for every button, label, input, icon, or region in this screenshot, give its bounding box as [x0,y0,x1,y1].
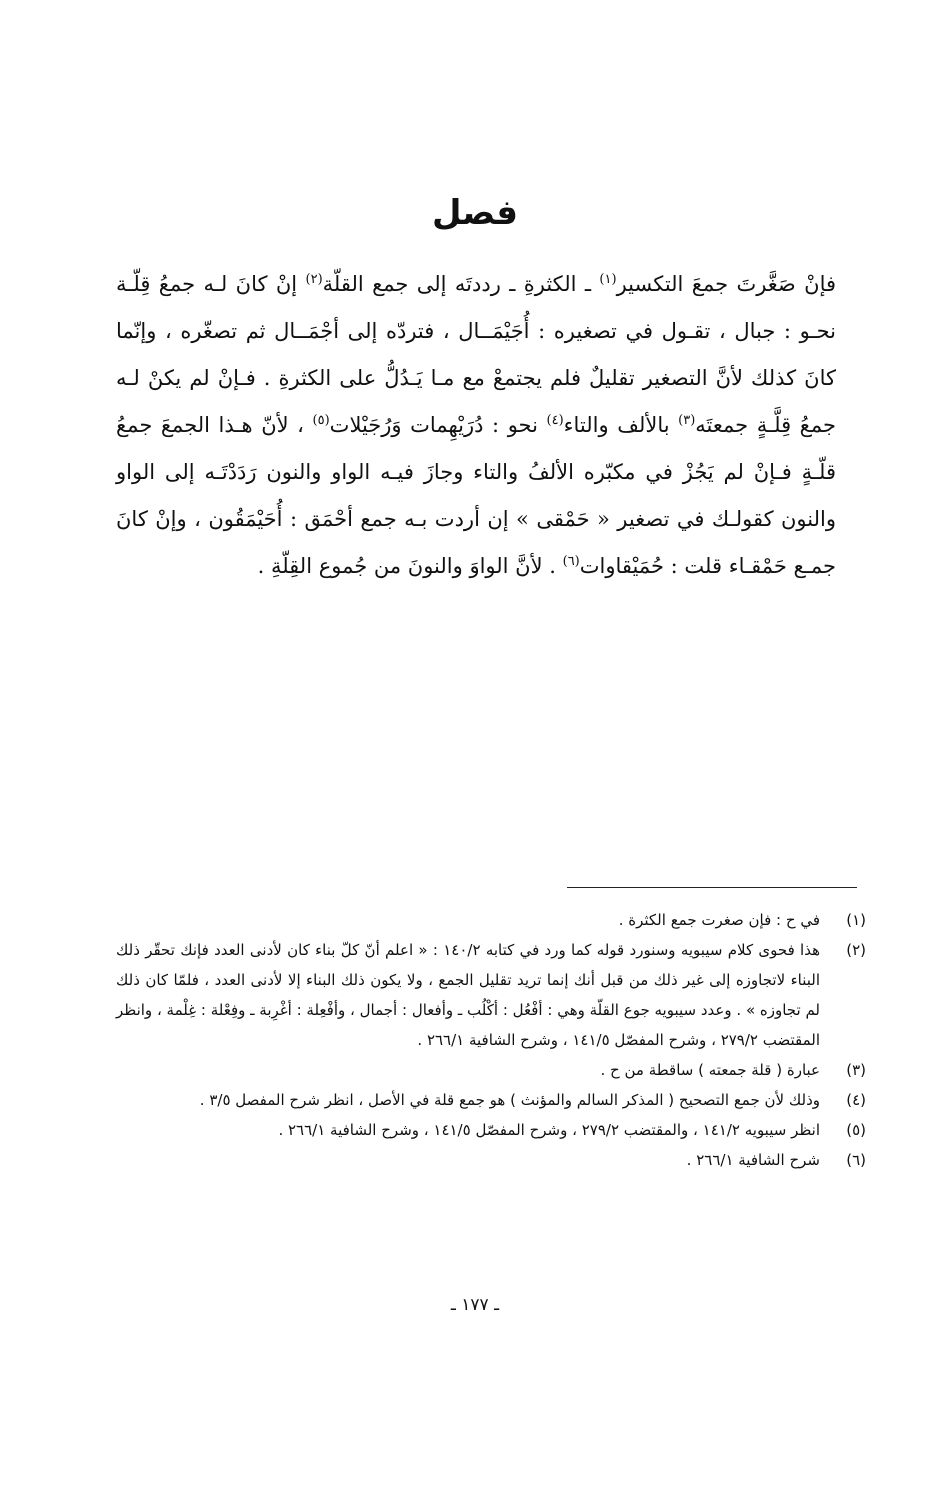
footnote-number: (٣) [846,1061,866,1079]
body-text-segment: إنْ كانَ لـه جمعُ قِلّـة نحـو : جبال ، تقـول في تصغيره : أُجَيْمَــال ، فتردّه إلى أجْمَــال ثم تصغّره ، وإنّما كانَ كذلك لأنَّ التصغير تقليلٌ فلم يجتمعْ مع مـا يَـدُلُّ على الكثرةِ . فـإنْ لم يكنْ لـه جمعُ قِلَّـةٍ جمعتَه [116,272,836,437]
footnote-2 [116,935,866,1055]
footnote-ref-6: (٦) [562,554,580,569]
body-text-segment: نحو : دُرَيْهِمات وَرُجَيْلات [329,413,547,437]
body-text-segment: فإنْ صَغَّرتَ جمعَ التكسير [616,272,837,296]
footnote-number: (٥) [846,1121,866,1139]
page-number: ـ ١٧٧ ـ [450,1295,500,1315]
footnotes-list [116,905,866,1175]
footnote-5 [116,1115,866,1145]
footnote-number: (٢) [846,941,866,959]
footnote-6 [116,1145,866,1175]
body-text-segment: بالألف والتاء [563,413,679,437]
footnote-ref-2: (٢) [305,272,323,287]
body-text-segment: ، لأنّ هـذا الجمعَ جمعُ قلّـةٍ فـإنْ لم يَجُزْ في مكبّره الألفُ والتاء وجازَ فيـه الواو والنون رَدَدْتَـه إلى الواو والنون كقولـك في تصغير « حَمْقى » إن أردت بـه جمع أحْمَق : أُحَيْمَقُون ، وإنْ كانَ جمـع حَمْقـاء قلت : حُمَيْقاوات [116,413,836,578]
footnote-3 [116,1055,866,1085]
body-text-segment: ـ الكثرةِ ـ رددتَه إلى جمع القلّة [322,272,600,296]
footnote-text: في ح : فإن صغرت جمع الكثرة . [618,911,820,929]
main-paragraph [116,261,836,590]
footnote-text: عبارة ( قلة جمعته ) ساقطة من ح . [600,1061,820,1079]
footnote-text: انظر سيبويه ١٤١/٢ ، والمقتضب ٢٧٩/٢ ، وشرح المفصّل ١٤١/٥ ، وشرح الشافية ٢٦٦/١ . [278,1121,820,1139]
footnote-text: وذلك لأن جمع التصحيح ( المذكر السالم والمؤنث ) هو جمع قلة في الأصل ، انظر شرح المفصل ٣/٥ . [199,1091,820,1109]
footnote-number: (٦) [846,1151,866,1169]
footnote-ref-5: (٥) [312,413,330,428]
footnote-text: شرح الشافية ٢٦٦/١ . [686,1151,820,1169]
section-heading: فصل [431,193,519,233]
footnote-number: (١) [846,911,866,929]
footnote-text: هذا فحوى كلام سيبويه وسنورد قوله كما ورد في كتابه ١٤٠/٢ : « اعلم أنّ كلّ بناء كان لأدنى العدد فإنك تحقّر ذلك البناء لاتجاوزه إلى غير ذلك من قبل أنك إنما تريد تقليل الجمع ، ولا يكون ذلك البناء إلا لأدنى العدد ، فلمّا كان ذلك لم تجاوزه » . وعدد سيبويه جوع القلّة وهي : أفْعُل : أكْلُب ـ وأفعال : أجمال ، وأفْعِلة : أغْرِبة ـ وفِعْلة : غِلْمة ، وانظر المقتضب ٢٧٩/٢ ، وشرح المفصّل ١٤١/٥ ، وشرح الشافية ٢٦٦/١ . [116,941,820,1049]
footnote-4 [116,1085,866,1115]
footnote-separator [567,887,857,888]
footnote-number: (٤) [846,1091,866,1109]
body-text-segment: . لأنَّ الواوَ والنونَ من جُموع القِلّةِ . [257,554,563,578]
footnote-ref-3: (٣) [678,413,696,428]
footnote-ref-1: (١) [599,272,617,287]
footnote-1 [116,905,866,935]
footnote-ref-4: (٤) [546,413,564,428]
